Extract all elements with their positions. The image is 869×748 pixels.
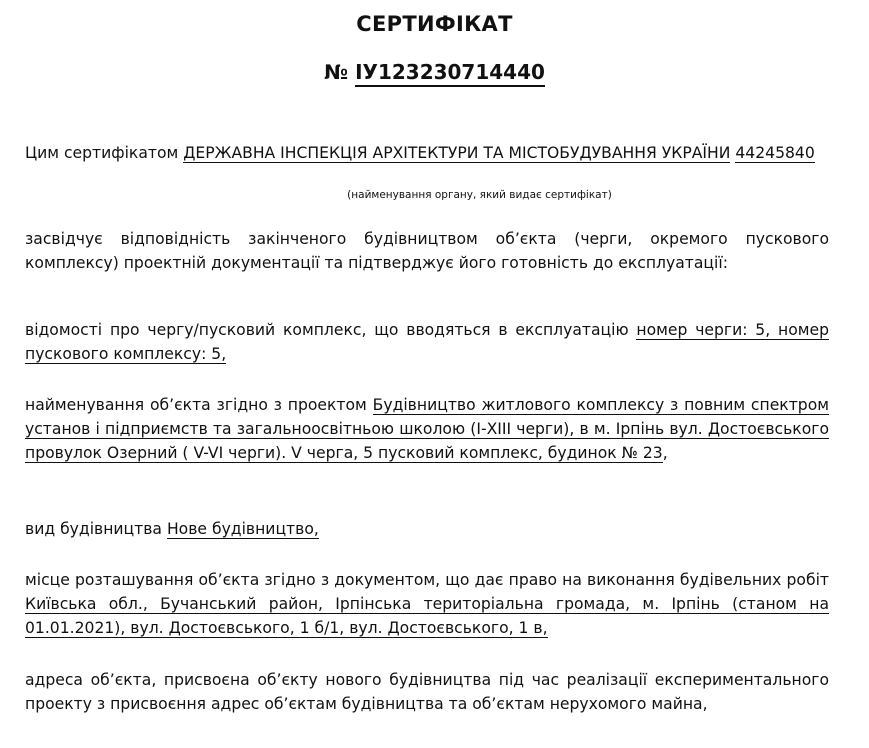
object-name-lead: найменування об’єкта згідно з проектом — [25, 396, 373, 414]
stage-lead: відомості про чергу/пусковий комплекс, що вводяться в експлуатацію — [25, 321, 637, 339]
issuer-caption — [0, 189, 869, 201]
object-name-tail: , — [662, 444, 668, 462]
certificate-title: СЕРТИФІКАТ — [356, 12, 513, 36]
number-prefix: № — [324, 60, 356, 84]
issuer-lead: Цим сертифікатом — [25, 144, 184, 162]
location-lead: місце розташування об’єкта згідно з документом, що дає право на виконання будівельних робіт — [25, 571, 829, 589]
stage-value: номер черги: 5, номер пускового комплексу: 5, — [25, 321, 829, 363]
certificate-number: ІУ123230714440 — [355, 60, 545, 87]
location-paragraph — [25, 568, 829, 640]
construction-type-value: Нове будівництво, — [166, 520, 319, 538]
construction-type-lead: вид будівництва — [25, 520, 167, 538]
issuer-code: 44245840 — [735, 144, 815, 162]
stage-paragraph — [25, 318, 829, 366]
issuer-caption-text: (найменування органу, який видає сертифікат) — [347, 189, 612, 201]
confirmation-text: засвідчує відповідність закінченого будівництвом об’єкта (черги, окремого пускового комплексу) проектній документації та підтверджує його готовність до експлуатації: — [25, 230, 829, 272]
certificate-number-line — [0, 60, 869, 84]
issuer-name: ДЕРЖАВНА ІНСПЕКЦІЯ АРХІТЕКТУРИ ТА МІСТОБУДУВАННЯ УКРАЇНИ — [183, 144, 731, 162]
construction-type-paragraph — [25, 517, 829, 541]
object-name-value: Будівництво житлового комплексу з повним спектром установ і підприємств та загальноосвітньою школою (І-ХІІІ черги), в м. Ірпінь вул. Достоєвського провулок Озерний ( V-VI черги). V черга, 5 пусковий комплекс, будинок № 23 — [25, 396, 829, 462]
location-value: Київська обл., Бучанський район, Ірпінська територіальна громада, м. Ірпінь (станом на 01.01.2021), вул. Достоєвського, 1 б/1, вул. Достоєвського, 1 в, — [25, 595, 829, 637]
object-name-paragraph — [25, 393, 829, 465]
address-text: адреса об’єкта, присвоєна об’єкту нового будівництва під час реалізації експериментального проекту з присвоєння адрес об’єктам будівництва та об’єктам нерухомого майна, — [25, 671, 829, 713]
issuer-paragraph — [25, 141, 829, 165]
confirmation-paragraph — [25, 227, 829, 275]
address-paragraph — [25, 668, 829, 716]
